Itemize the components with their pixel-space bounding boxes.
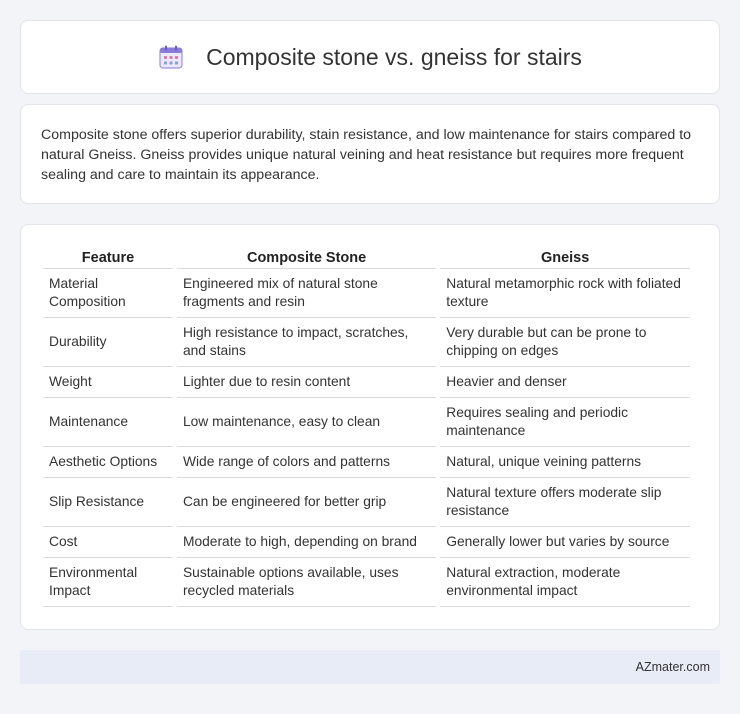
- feature-cell: Weight: [43, 367, 173, 398]
- composite-cell: Sustainable options available, uses recycled materials: [177, 558, 436, 607]
- table-row: [43, 478, 690, 527]
- feature-cell: Aesthetic Options: [43, 447, 173, 478]
- table-row: [43, 367, 690, 398]
- table-row: [43, 318, 690, 367]
- composite-cell: Low maintenance, easy to clean: [177, 398, 436, 447]
- gneiss-cell: Natural metamorphic rock with foliated texture: [440, 269, 690, 318]
- table-header-row: [43, 245, 690, 269]
- feature-cell: Environmental Impact: [43, 558, 173, 607]
- footer: [20, 650, 720, 684]
- gneiss-cell: Natural texture offers moderate slip resistance: [440, 478, 690, 527]
- gneiss-cell: Requires sealing and periodic maintenance: [440, 398, 690, 447]
- table-row: [43, 398, 690, 447]
- page-title: Composite stone vs. gneiss for stairs: [206, 43, 582, 70]
- header-composite-stone: Composite Stone: [177, 245, 436, 269]
- feature-cell: Durability: [43, 318, 173, 367]
- footer-brand: AZmater.com: [635, 660, 710, 674]
- gneiss-cell: Very durable but can be prone to chipping on edges: [440, 318, 690, 367]
- gneiss-cell: Heavier and denser: [440, 367, 690, 398]
- table-row: [43, 558, 690, 607]
- summary-text: Composite stone offers superior durability, stain resistance, and low maintenance for stairs compared to natural Gneiss. Gneiss provides unique natural veining and heat resistance but requires more frequent sealing and care to maintain its appearance.: [41, 127, 692, 183]
- composite-cell: Moderate to high, depending on brand: [177, 527, 436, 558]
- feature-cell: Material Composition: [43, 269, 173, 318]
- feature-cell: Slip Resistance: [43, 478, 173, 527]
- feature-cell: Maintenance: [43, 398, 173, 447]
- table-row: [43, 527, 690, 558]
- summary-card: [20, 104, 720, 204]
- comparison-card: [20, 224, 720, 630]
- table-row: [43, 447, 690, 478]
- composite-cell: Can be engineered for better grip: [177, 478, 436, 527]
- feature-cell: Cost: [43, 527, 173, 558]
- comparison-table: [39, 245, 694, 607]
- gneiss-cell: Natural extraction, moderate environmental impact: [440, 558, 690, 607]
- composite-cell: Engineered mix of natural stone fragments and resin: [177, 269, 436, 318]
- composite-cell: High resistance to impact, scratches, and stains: [177, 318, 436, 367]
- title-card: [20, 20, 720, 94]
- calendar-icon: [158, 44, 184, 70]
- header-feature: Feature: [43, 245, 173, 269]
- composite-cell: Wide range of colors and patterns: [177, 447, 436, 478]
- gneiss-cell: Generally lower but varies by source: [440, 527, 690, 558]
- table-row: [43, 269, 690, 318]
- header-gneiss: Gneiss: [440, 245, 690, 269]
- composite-cell: Lighter due to resin content: [177, 367, 436, 398]
- gneiss-cell: Natural, unique veining patterns: [440, 447, 690, 478]
